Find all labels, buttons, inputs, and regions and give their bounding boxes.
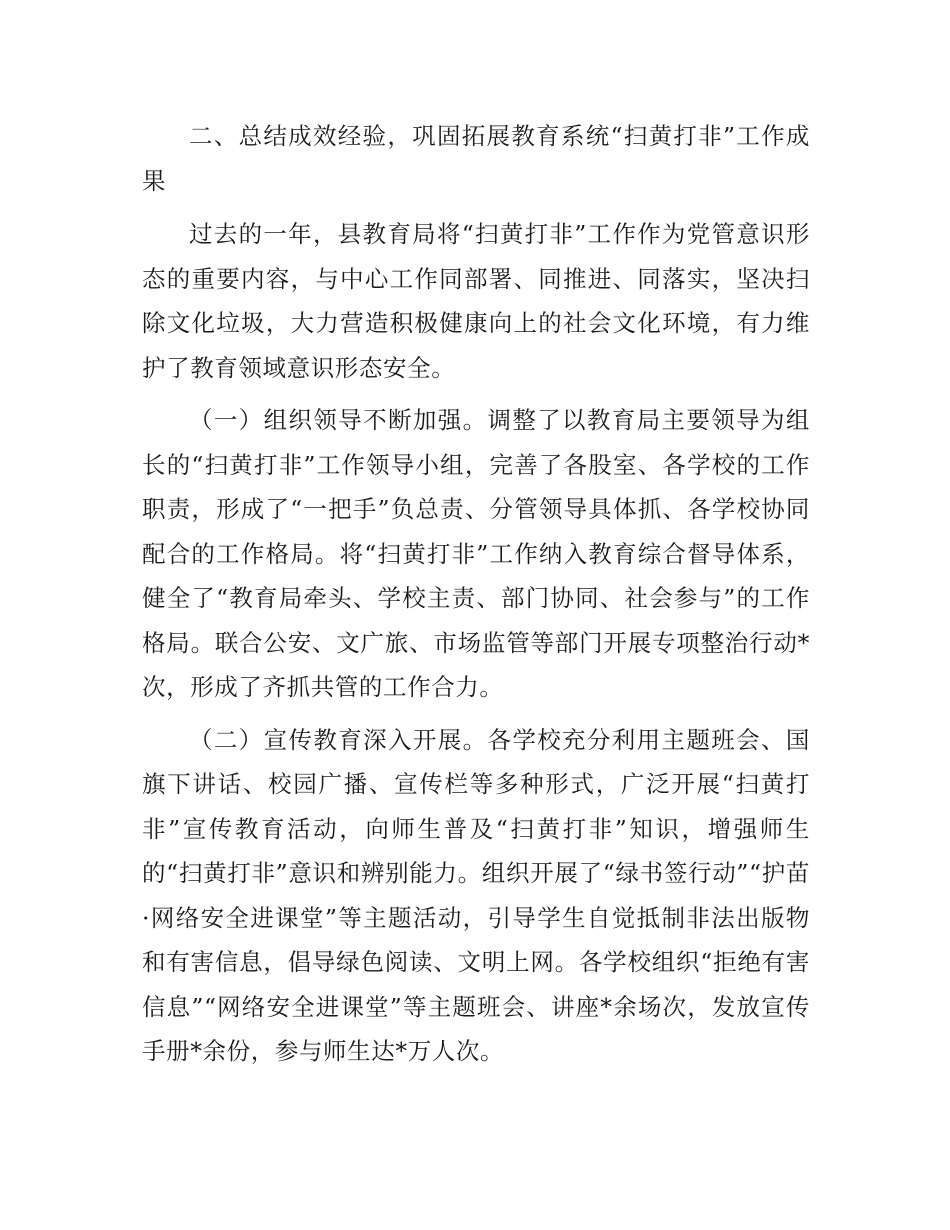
document-body: [142, 114, 810, 1082]
section-heading: 二、总结成效经验，巩固拓展教育系统“扫黄打非”工作成果: [142, 122, 810, 195]
paragraph-publicity: （二）宣传教育深入开展。各学校充分利用主题班会、国旗下讲话、校园广播、宣传栏等多种形式，广泛开展“扫黄打非”宣传教育活动，向师生普及“扫黄打非”知识，增强师生的“扫黄打非”意识和辨别能力。组织开展了“绿书签行动”“护苗·网络安全进课堂”等主题活动，引导学生自觉抵制非法出版物和有害信息，倡导绿色阅读、文明上网。各学校组织“拒绝有害信息”“网络安全进课堂”等主题班会、讲座*余场次，发放宣传手册*余份，参与师生达*万人次。: [142, 725, 810, 1065]
paragraph-intro: 过去的一年，县教育局将“扫黄打非”工作作为党管意识形态的重要内容，与中心工作同部署、同推进、同落实，坚决扫除文化垃圾，大力营造积极健康向上的社会文化环境，有力维护了教育领域意识形态安全。: [142, 220, 810, 382]
paragraph-organization: （一）组织领导不断加强。调整了以教育局主要领导为组长的“扫黄打非”工作领导小组，完善了各股室、各学校的工作职责，形成了“一把手”负总责、分管领导具体抓、各学校协同配合的工作格局。将“扫黄打非”工作纳入教育综合督导体系，健全了“教育局牵头、学校主责、部门协同、社会参与”的工作格局。联合公安、文广旅、市场监管等部门开展专项整治行动*次，形成了齐抓共管的工作合力。: [142, 406, 810, 701]
